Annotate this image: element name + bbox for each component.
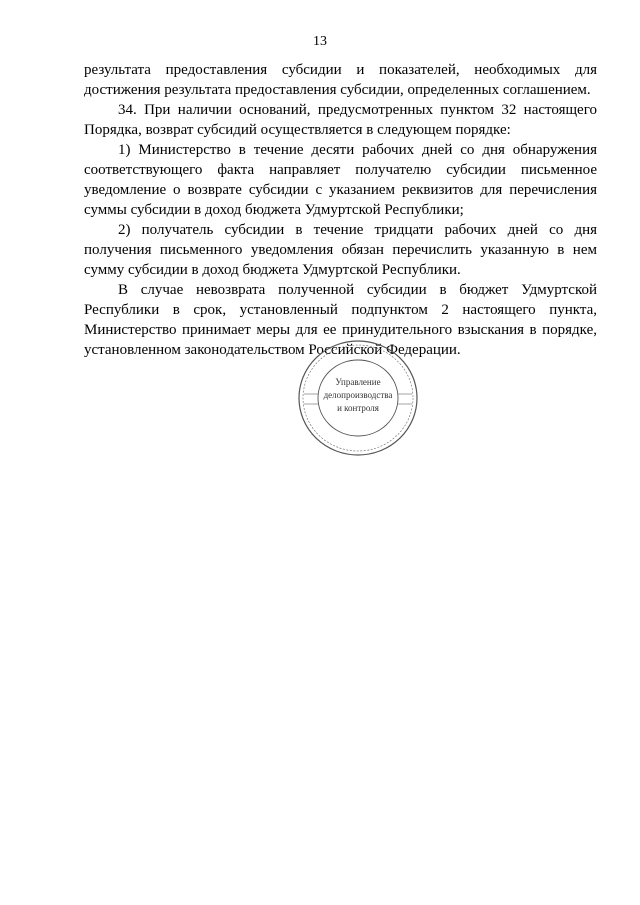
- document-body: [84, 60, 597, 360]
- official-seal: [296, 338, 420, 458]
- seal-line-2: делопроизводства: [323, 390, 393, 400]
- paragraph-continuation: результата предоставления субсидии и показателей, необходимых для достижения результата предоставления субсидии, определенных соглашением.: [84, 62, 597, 98]
- paragraph-item-34: 34. При наличии оснований, предусмотренных пунктом 32 настоящего Порядка, возврат субсидий осуществляется в следующем порядке:: [84, 102, 597, 138]
- page-number: 13: [313, 34, 327, 49]
- seal-text: [296, 376, 420, 415]
- paragraph-subitem-2: 2) получатель субсидии в течение тридцати рабочих дней со дня получения письменного уведомления обязан перечислить указанную в нем сумму субсидии в доход бюджета Удмуртской Республики.: [84, 222, 597, 278]
- seal-line-3: и контроля: [337, 403, 379, 413]
- paragraph-non-return: В случае невозврата полученной субсидии в бюджет Удмуртской Республики в срок, установленный подпунктом 2 настоящего пункта, Министерство принимает меры для ее принудительного взыскания в порядке, установленном законодательством Российской Федерации.: [84, 282, 597, 358]
- seal-line-1: Управление: [335, 377, 381, 387]
- paragraph-subitem-1: 1) Министерство в течение десяти рабочих дней со дня обнаружения соответствующего факта направляет получателю субсидии письменное уведомление о возврате субсидии с указанием реквизитов для перечисления суммы субсидии в доход бюджета Удмуртской Республики;: [84, 142, 597, 218]
